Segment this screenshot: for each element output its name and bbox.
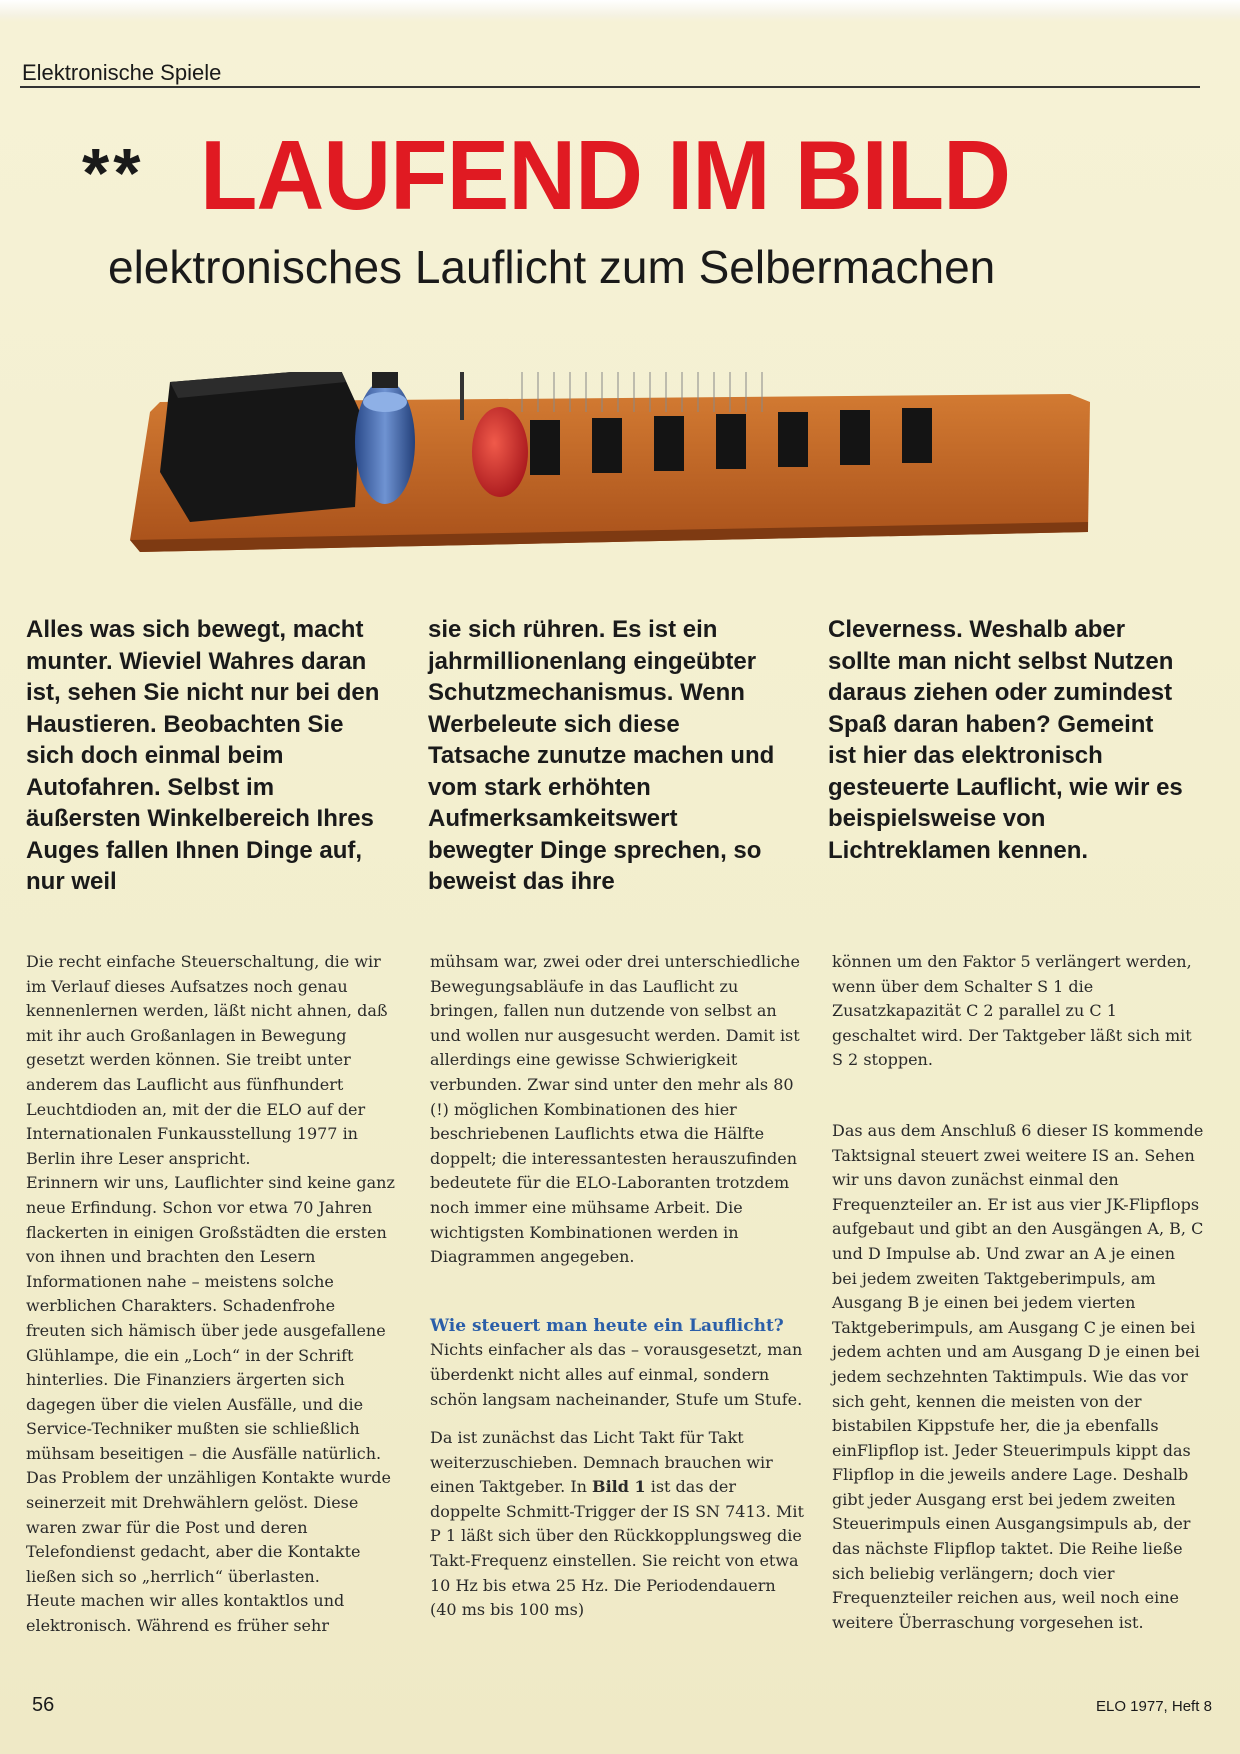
paragraph: Nichts einfacher als das – vorausgesetzt, man überdenkt nicht alles auf einmal, sondern schön langsam nacheinander, Stufe um Stufe. xyxy=(430,1340,803,1409)
header-rule xyxy=(20,86,1200,88)
lead-paragraph-3: Cleverness. Weshalb aber sollte man nicht selbst Nutzen daraus ziehen oder zumindest Spaß daran haben? Gemeint ist hier das elektronisch gesteuerte Lauflicht, wie wir es beispielsweise von Lichtreklamen kennen. xyxy=(828,616,1183,864)
paragraph: Das aus dem Anschluß 6 dieser IS kommende Taktsignal steuert zwei weitere IS an. Sehen wir uns davon zunächst einmal den Frequenzteiler an. Er ist aus vier JK-Flipflops aufgebaut und gibt an den Ausgängen A, B, C und D Impulse ab. Und zwar an A je einen bei jedem zweiten Taktgeberimpuls, am Ausgang B je einen bei jedem vierten Taktgeberimpuls, am Ausgang C je einen bei jedem achten und am Ausgang D je einen bei jedem sechzehnten Taktimpuls. Wie das vor sich geht, kennen die meisten von der bistabilen Kippstufe her, die ja ebenfalls einFlipflop ist. Jeder Steuerimpuls kippt das Flipflop in die jeweils andere Lage. Deshalb gibt jeder Ausgang erst bei jedem zweiten Steuerimpuls einen Ausgangsimpuls ab, der das nächste Flipflop taktet. Die Reihe ließe sich beliebig verlängern; doch vier Frequenzteiler reichen aus, weil noch eine weitere Überraschung vorgesehen ist. xyxy=(832,1120,1204,1632)
paragraph xyxy=(430,1426,804,1623)
page-number: 56 xyxy=(32,1694,55,1716)
paragraph: Erinnern wir uns, Lauflichter sind keine ganz neue Erfindung. Schon vor etwa 70 Jahren flackerten in einigen Großstädten die ersten von ihnen und brachten den Lesern Informationen nahe – meistens solche werblichen Charakters. Schadenfrohe freuten sich hämisch über jede ausgefallene Glühlampe, die ein „Loch“ in der Schrift hinterlies. Die Finanziers ärgerten sich dagegen über die vielen Ausfälle, und die Service-Techniker mußten sie schließlich mühsam beseitigen – die Ausfälle natürlich. Das Problem der unzähligen Kontakte wurde seinerzeit mit Drehwählern gelöst. Diese waren zwar für die Post und deren Telefondienst gedacht, aber die Kontakte ließen sich so „herrlich“ überlasten. xyxy=(26,1173,395,1586)
figure-reference: Bild 1 xyxy=(592,1477,646,1497)
article-title: LAUFEND IM BILD xyxy=(200,119,1011,230)
paragraph: mühsam war, zwei oder drei unterschiedliche Bewegungsabläufe in das Lauflicht zu bringen, fallen nun dutzende von selbst an und wollen nur ausgesucht werden. Damit ist allerdings eine gewisse Schwierigkeit verbunden. Zwar sind unter den mehr als 80 (!) möglichen Kombinationen des hier beschriebenen Lauflichts etwa die Hälfte doppelt; die interessantesten herauszufinden bedeutete für die ELO-Laboranten trotzdem noch immer eine mühsame Arbeit. Die wichtigsten Kombinationen werden in Diagrammen angegeben. xyxy=(430,952,800,1267)
article-subtitle: elektronisches Lauflicht zum Selbermachen xyxy=(108,241,996,293)
electrolytic-capacitor-red xyxy=(472,407,528,497)
body-column-3 xyxy=(832,950,1204,1635)
torn-top-edge xyxy=(0,0,1240,22)
issue-label: ELO 1977, Heft 8 xyxy=(1096,1698,1212,1715)
circuit-board-photo xyxy=(130,372,1090,572)
subheading: Wie steuert man heute ein Lauflicht? xyxy=(430,1315,784,1336)
paragraph: Heute machen wir alles kontaktlos und elektronisch. Während es früher sehr xyxy=(26,1591,345,1636)
title-stars: ** xyxy=(82,134,145,212)
text-run: Da ist zunächst das Licht Takt für Takt weiterzuschieben. Demnach brauchen wir einen Taktgeber. In xyxy=(430,1428,773,1497)
lead-paragraph-2: sie sich rühren. Es ist ein jahrmillionenlang eingeübter Schutzmechanismus. Wenn Werbeleute sich diese Tatsache zunutze machen und vom stark erhöhten Aufmerksamkeitswert bewegter Dinge sprechen, so beweist das ihre xyxy=(428,616,775,895)
section-label: Elektronische Spiele xyxy=(22,60,222,85)
body-column-2 xyxy=(430,950,804,1623)
paragraph: Die recht einfache Steuerschaltung, die wir im Verlauf dieses Aufsatzes noch genau kennenlernen werden, läßt nicht ahnen, daß mit ihr auch Großanlagen in Bewegung gesetzt werden können. Sie treibt unter anderem das Lauflicht aus fünfhundert Leuchtdioden an, mit der die ELO auf der Internationalen Funkausstellung 1977 in Berlin ihre Leser anspricht. xyxy=(26,952,388,1168)
lead-paragraph-1: Alles was sich bewegt, macht munter. Wieviel Wahres daran ist, sehen Sie nicht nur bei den Haustieren. Beobachten Sie sich doch einmal beim Autofahren. Selbst im äußersten Winkelbereich Ihres Auges fallen Ihnen Dinge auf, nur weil xyxy=(26,616,380,895)
text-run: ist das der doppelte Schmitt-Trigger der IS SN 7413. Mit P 1 läßt sich über den Rückkopplungsweg die Takt-Frequenz einstellen. Sie reicht von etwa 10 Hz bis etwa 25 Hz. Die Periodendauern (40 ms bis 100 ms) xyxy=(430,1477,804,1620)
paragraph: können um den Faktor 5 verlängert werden, wenn über dem Schalter S 1 die Zusatzkapazität C 2 parallel zu C 1 geschaltet wird. Der Taktgeber läßt sich mit S 2 stoppen. xyxy=(832,952,1192,1070)
body-column-1 xyxy=(26,950,396,1639)
